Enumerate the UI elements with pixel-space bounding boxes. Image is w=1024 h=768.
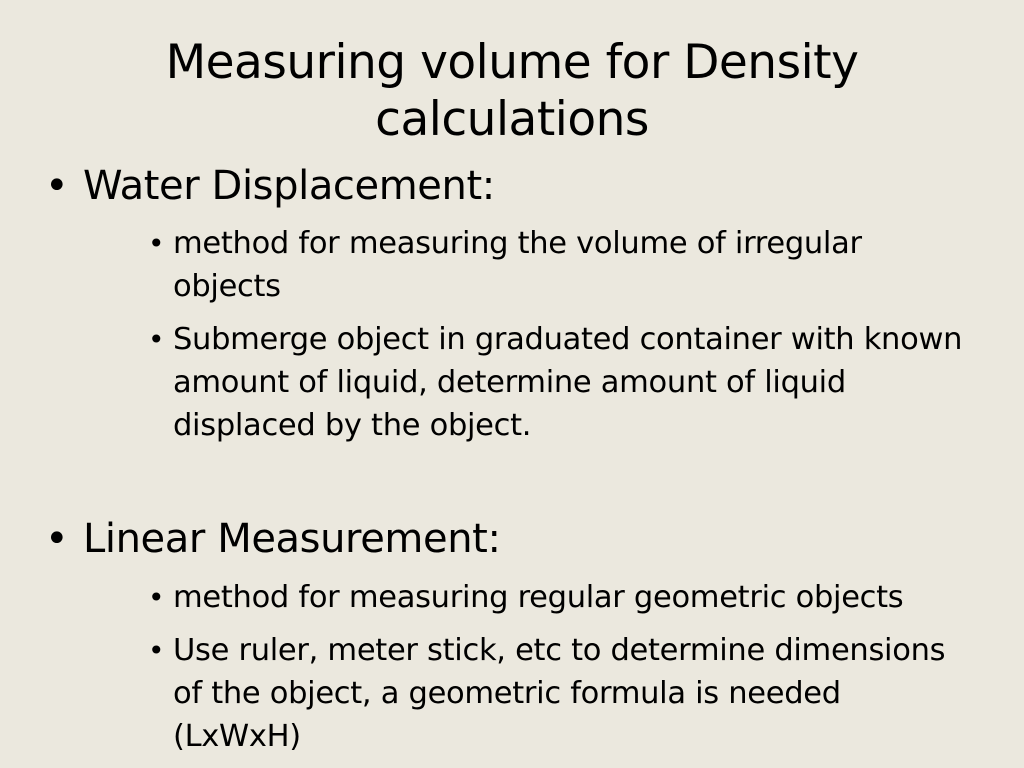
bullet-icon: • xyxy=(148,581,165,614)
bullet-icon: • xyxy=(148,323,165,356)
section-heading: Water Displacement: xyxy=(83,163,495,209)
sub-bullet xyxy=(148,318,978,447)
section-heading: Linear Measurement: xyxy=(83,516,501,562)
bullet-icon: • xyxy=(148,634,165,667)
sub-bullet xyxy=(148,576,978,619)
sub-bullet xyxy=(148,222,978,308)
sub-bullet-text: Use ruler, meter stick, etc to determine dimensions of the object, a geometric formula is needed (LxWxH) xyxy=(173,633,946,754)
bullet-icon: • xyxy=(45,516,69,562)
sub-bullet-text: method for measuring regular geometric objects xyxy=(173,580,904,615)
bullet-icon: • xyxy=(45,163,69,209)
slide-title: Measuring volume for Density calculations xyxy=(165,35,859,147)
bullet-icon: • xyxy=(148,227,165,260)
sub-bullet xyxy=(148,629,978,758)
sub-bullet-text: Submerge object in graduated container with known amount of liquid, determine amount of liquid displaced by the object. xyxy=(173,322,963,443)
sub-bullet-text: method for measuring the volume of irregular objects xyxy=(173,226,862,304)
